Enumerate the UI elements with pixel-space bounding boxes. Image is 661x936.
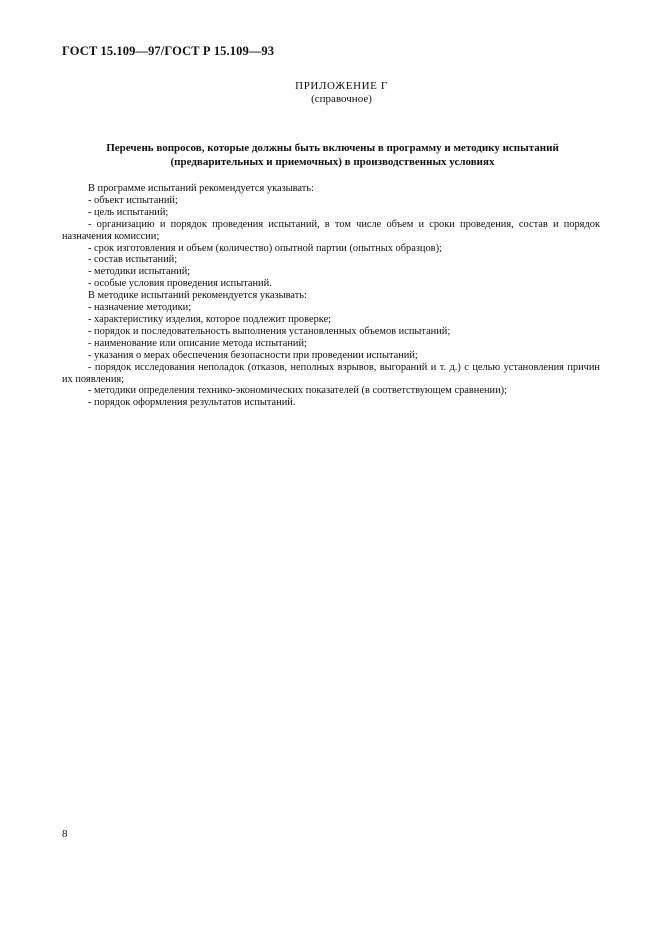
standard-code-header: ГОСТ 15.109—97/ГОСТ Р 15.109—93 [62, 44, 275, 58]
list-item: - объект испытаний; [88, 194, 178, 206]
appendix-kind: (справочное) [311, 93, 372, 105]
list-item: - порядок исследования неполадок (отказов, неполных взрывов, выгораний и т. д.) с целью установления причин их появления; [62, 361, 600, 385]
list-item: - методики определения технико-экономических показателей (в соответствующем сравнении); [88, 385, 507, 397]
list-item: - наименование или описание метода испытаний; [88, 337, 307, 349]
list-item: - порядок оформления результатов испытаний. [88, 397, 296, 409]
list-item: - порядок и последовательность выполнения установленных объемов испытаний; [88, 325, 451, 337]
paragraph-method-intro: В методике испытаний рекомендуется указывать: [88, 290, 307, 302]
paragraph-program-intro: В программе испытаний рекомендуется указывать: [88, 183, 314, 194]
title-line-2: (предварительных и приемочных) в производственных условиях [170, 155, 495, 168]
body-text [62, 183, 600, 409]
list-item: - характеристику изделия, которое подлежит проверке; [88, 313, 332, 325]
list-item: - состав испытаний; [88, 254, 178, 266]
list-item: - особые условия проведения испытаний. [88, 278, 272, 290]
list-item: - назначение методики; [88, 302, 192, 314]
appendix-heading [0, 80, 661, 106]
list-item: - организацию и порядок проведения испытаний, в том числе объем и сроки проведения, состав и порядок назначения комиссии; [62, 218, 600, 242]
title-line-1: Перечень вопросов, которые должны быть включены в программу и методику испытаний [106, 142, 559, 154]
list-item: - цель испытаний; [88, 206, 169, 218]
appendix-name: ПРИЛОЖЕНИЕ Г [295, 80, 388, 92]
list-item: - указания о мерах обеспечения безопасности при проведении испытаний; [88, 349, 418, 361]
page-number: 8 [62, 828, 68, 840]
document-title [60, 142, 605, 169]
list-item: - методики испытаний; [88, 266, 191, 278]
list-item: - срок изготовления и объем (количество) опытной партии (опытных образцов); [88, 242, 442, 254]
